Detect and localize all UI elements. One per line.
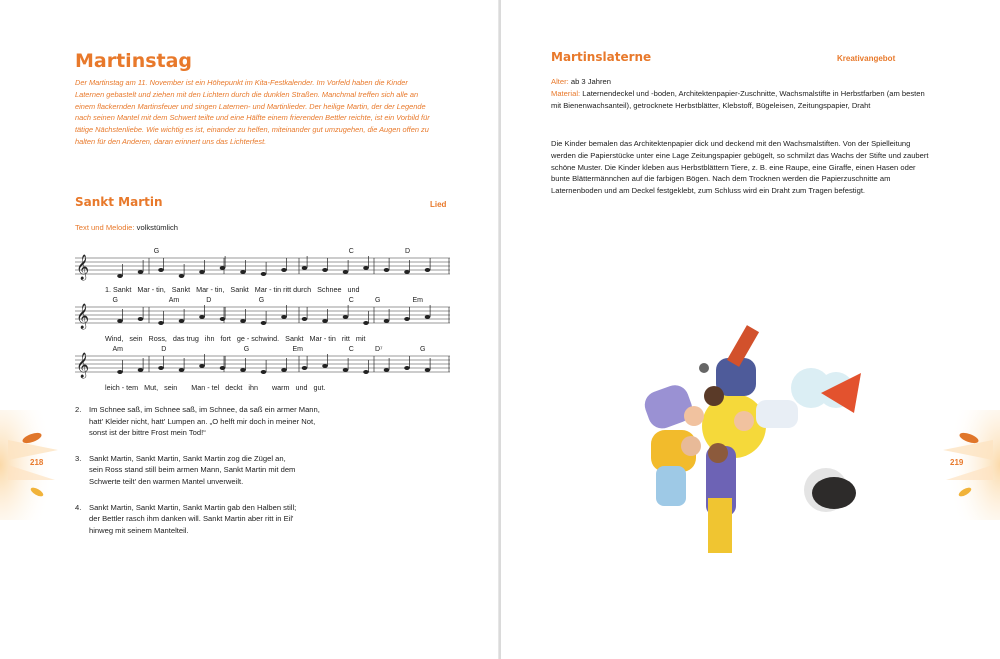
chord-label: C [348, 297, 354, 304]
note-head [302, 266, 308, 270]
note-head [425, 268, 431, 272]
note-head [302, 366, 308, 370]
note-head [384, 368, 390, 372]
note-head [240, 319, 246, 323]
note-head [363, 266, 369, 270]
song-tag: Lied [430, 200, 447, 209]
chord-label: D [161, 346, 167, 353]
chord-label: D [405, 248, 411, 255]
note-head [343, 270, 349, 274]
note-head [322, 268, 328, 272]
chord-label: G [112, 297, 118, 304]
note-head [240, 368, 246, 372]
note-head [158, 321, 164, 325]
chord-label: G [243, 346, 250, 353]
verse-text: Im Schnee saß, im Schnee saß, im Schnee, da saß ein armer Mann, hatt' Kleider nicht, hatt' Lumpen an. „O helft mir doch in meiner Not, sonst ist der bittre Frost mein Tod!“ [89, 405, 320, 438]
chord-label: D [206, 297, 212, 304]
note-head [302, 317, 308, 321]
page-title: Martinstag [75, 50, 193, 72]
chord-label: G [258, 297, 265, 304]
note-head [322, 364, 328, 368]
note-head [261, 321, 267, 325]
verse-2 [75, 404, 455, 439]
note-head [281, 268, 287, 272]
craft-tag: Kreativangebot [837, 54, 896, 63]
note-head [363, 370, 369, 374]
chord-label: G [420, 346, 426, 353]
chord-label: D⁷ [375, 346, 383, 353]
note-head [220, 266, 226, 270]
note-head [117, 274, 123, 278]
verse-number: 3. [75, 453, 82, 463]
right-page [501, 0, 1000, 659]
note-head [158, 268, 164, 272]
lyrics-line: 1. Sankt Mar - tin, Sankt Mar - tin, Sankt Mar - tin ritt durch Schnee und [105, 285, 360, 294]
treble-clef-icon: 𝄞 [76, 353, 90, 378]
material-value: Laternendeckel und -boden, Architektenpapier-Zuschnitte, Wachsmalstifte in Herbstfarben (am besten mit Bienenwachsanteil), getrocknete Herbstblätter, Klebstoff, Bügeleisen, Zeitungspapier, Draht [551, 89, 925, 110]
note-head [220, 317, 226, 321]
chord-label: G [375, 297, 381, 304]
music-staff-3 [75, 342, 450, 402]
note-head [343, 315, 349, 319]
note-head [404, 270, 410, 274]
verse-text: Sankt Martin, Sankt Martin, Sankt Martin zog die Zügel an, sein Ross stand still beim armen Mann, Sankt Martin mit dem Schwerte teilt' den warmen Mantel unverweilt. [89, 453, 296, 486]
page-number: 219 [950, 458, 964, 467]
chord-label: Em [412, 297, 423, 304]
material-line [551, 88, 926, 112]
note-head [220, 366, 226, 370]
credit-label: Text und Melodie: [75, 223, 135, 232]
intro-text: Der Martinstag am 11. November ist ein Höhepunkt im Kita-Festkalender. Im Vorfeld haben die Kinder Laternen gebastelt und ziehen mit den Lichtern durch die dunklen Straßen. Manchmal treffen sich alle an einem flackernden Martinsfeuer und singen Laternen- und Martinlieder. Der heilige Martin, der der Legende nach seinen Mantel mit dem Schwert teilte und eine Hälfte einem frierenden Bettler reichte, ist ein Vorbild für tätige Nächstenliebe. Wie wichtig es ist, einander zu helfen, miteinander gut umzugehen, die Augen offen zu halten für den Anderen, daran erinnert uns das Lichterfest. [75, 78, 430, 146]
note-head [404, 366, 410, 370]
verse-4 [75, 502, 455, 537]
verse-number: 2. [75, 405, 82, 414]
credit-value: volkstümlich [136, 223, 179, 232]
note-head [240, 270, 246, 274]
note-head [117, 319, 123, 323]
note-head [281, 315, 287, 319]
age-label: Alter: [551, 77, 569, 86]
chord-label: Am [168, 297, 180, 304]
craft-title: Martinslaterne [551, 50, 652, 64]
age-value: ab 3 Jahren [570, 77, 611, 86]
staff-svg-3 [75, 342, 450, 402]
age-line [551, 76, 926, 88]
note-head [138, 368, 144, 372]
chord-label: G [153, 248, 160, 255]
note-head [384, 268, 390, 272]
lyrics-line: Wind, sein Ross, das trug ihn fort ge - schwind. Sankt Mar - tin ritt mit [105, 334, 366, 343]
note-head [404, 317, 410, 321]
song-title: Sankt Martin [75, 195, 163, 209]
treble-clef-icon: 𝄞 [76, 304, 90, 329]
note-head [199, 364, 205, 368]
note-head [158, 366, 164, 370]
treble-clef-icon: 𝄞 [76, 255, 90, 280]
verses [75, 404, 455, 550]
note-head [261, 370, 267, 374]
credit-line [75, 223, 178, 232]
verse-number: 4. [75, 502, 82, 512]
lyrics-line: leich - tem Mut, sein Man - tel deckt ihn warm und gut. [105, 383, 326, 392]
verse-text: Sankt Martin, Sankt Martin, Sankt Martin gab den Halben still; der Bettler rasch ihm danken will. Sankt Martin aber ritt in Eil' hinweg mit seinem Mantelteil. [89, 502, 297, 535]
note-head [384, 319, 390, 323]
note-head [425, 368, 431, 372]
note-head [261, 272, 267, 276]
note-head [138, 270, 144, 274]
note-head [179, 319, 185, 323]
page-number: 218 [30, 458, 44, 467]
note-head [199, 270, 205, 274]
chord-label: Am [112, 346, 123, 353]
craft-body: Die Kinder bemalen das Architektenpapier dick und deckend mit den Wachsmalstiften. Von der Spielleitung werden die Papierstücke unter eine Lage Zeitungspapier gebügelt, so schmilzt das Wachs der Stifte und zaubert schöne Muster. Die Kinder kleben aus Herbstblättern Tiere, z. B. eine Raupe, eine Giraffe, einen Hasen oder bunte Blättermännchen auf die farbigen Bögen. Nach dem Trocknen werden die Papierzuschnitte am Laternenboden und am Deckel festgeklebt, zum Schluss wird ein Draht zum Tragen befestigt. [551, 139, 929, 196]
material-label: Material: [551, 89, 581, 98]
note-head [138, 317, 144, 321]
note-head [179, 368, 185, 372]
children-illustration [596, 318, 916, 563]
chord-label: C [348, 346, 354, 353]
chord-label: Em [292, 346, 303, 353]
note-head [281, 368, 287, 372]
note-head [179, 274, 185, 278]
note-head [425, 315, 431, 319]
verse-3 [75, 453, 455, 488]
note-head [199, 315, 205, 319]
left-page [0, 0, 499, 659]
note-head [322, 319, 328, 323]
chord-label: C [348, 248, 354, 255]
note-head [343, 368, 349, 372]
note-head [117, 370, 123, 374]
note-head [363, 321, 369, 325]
